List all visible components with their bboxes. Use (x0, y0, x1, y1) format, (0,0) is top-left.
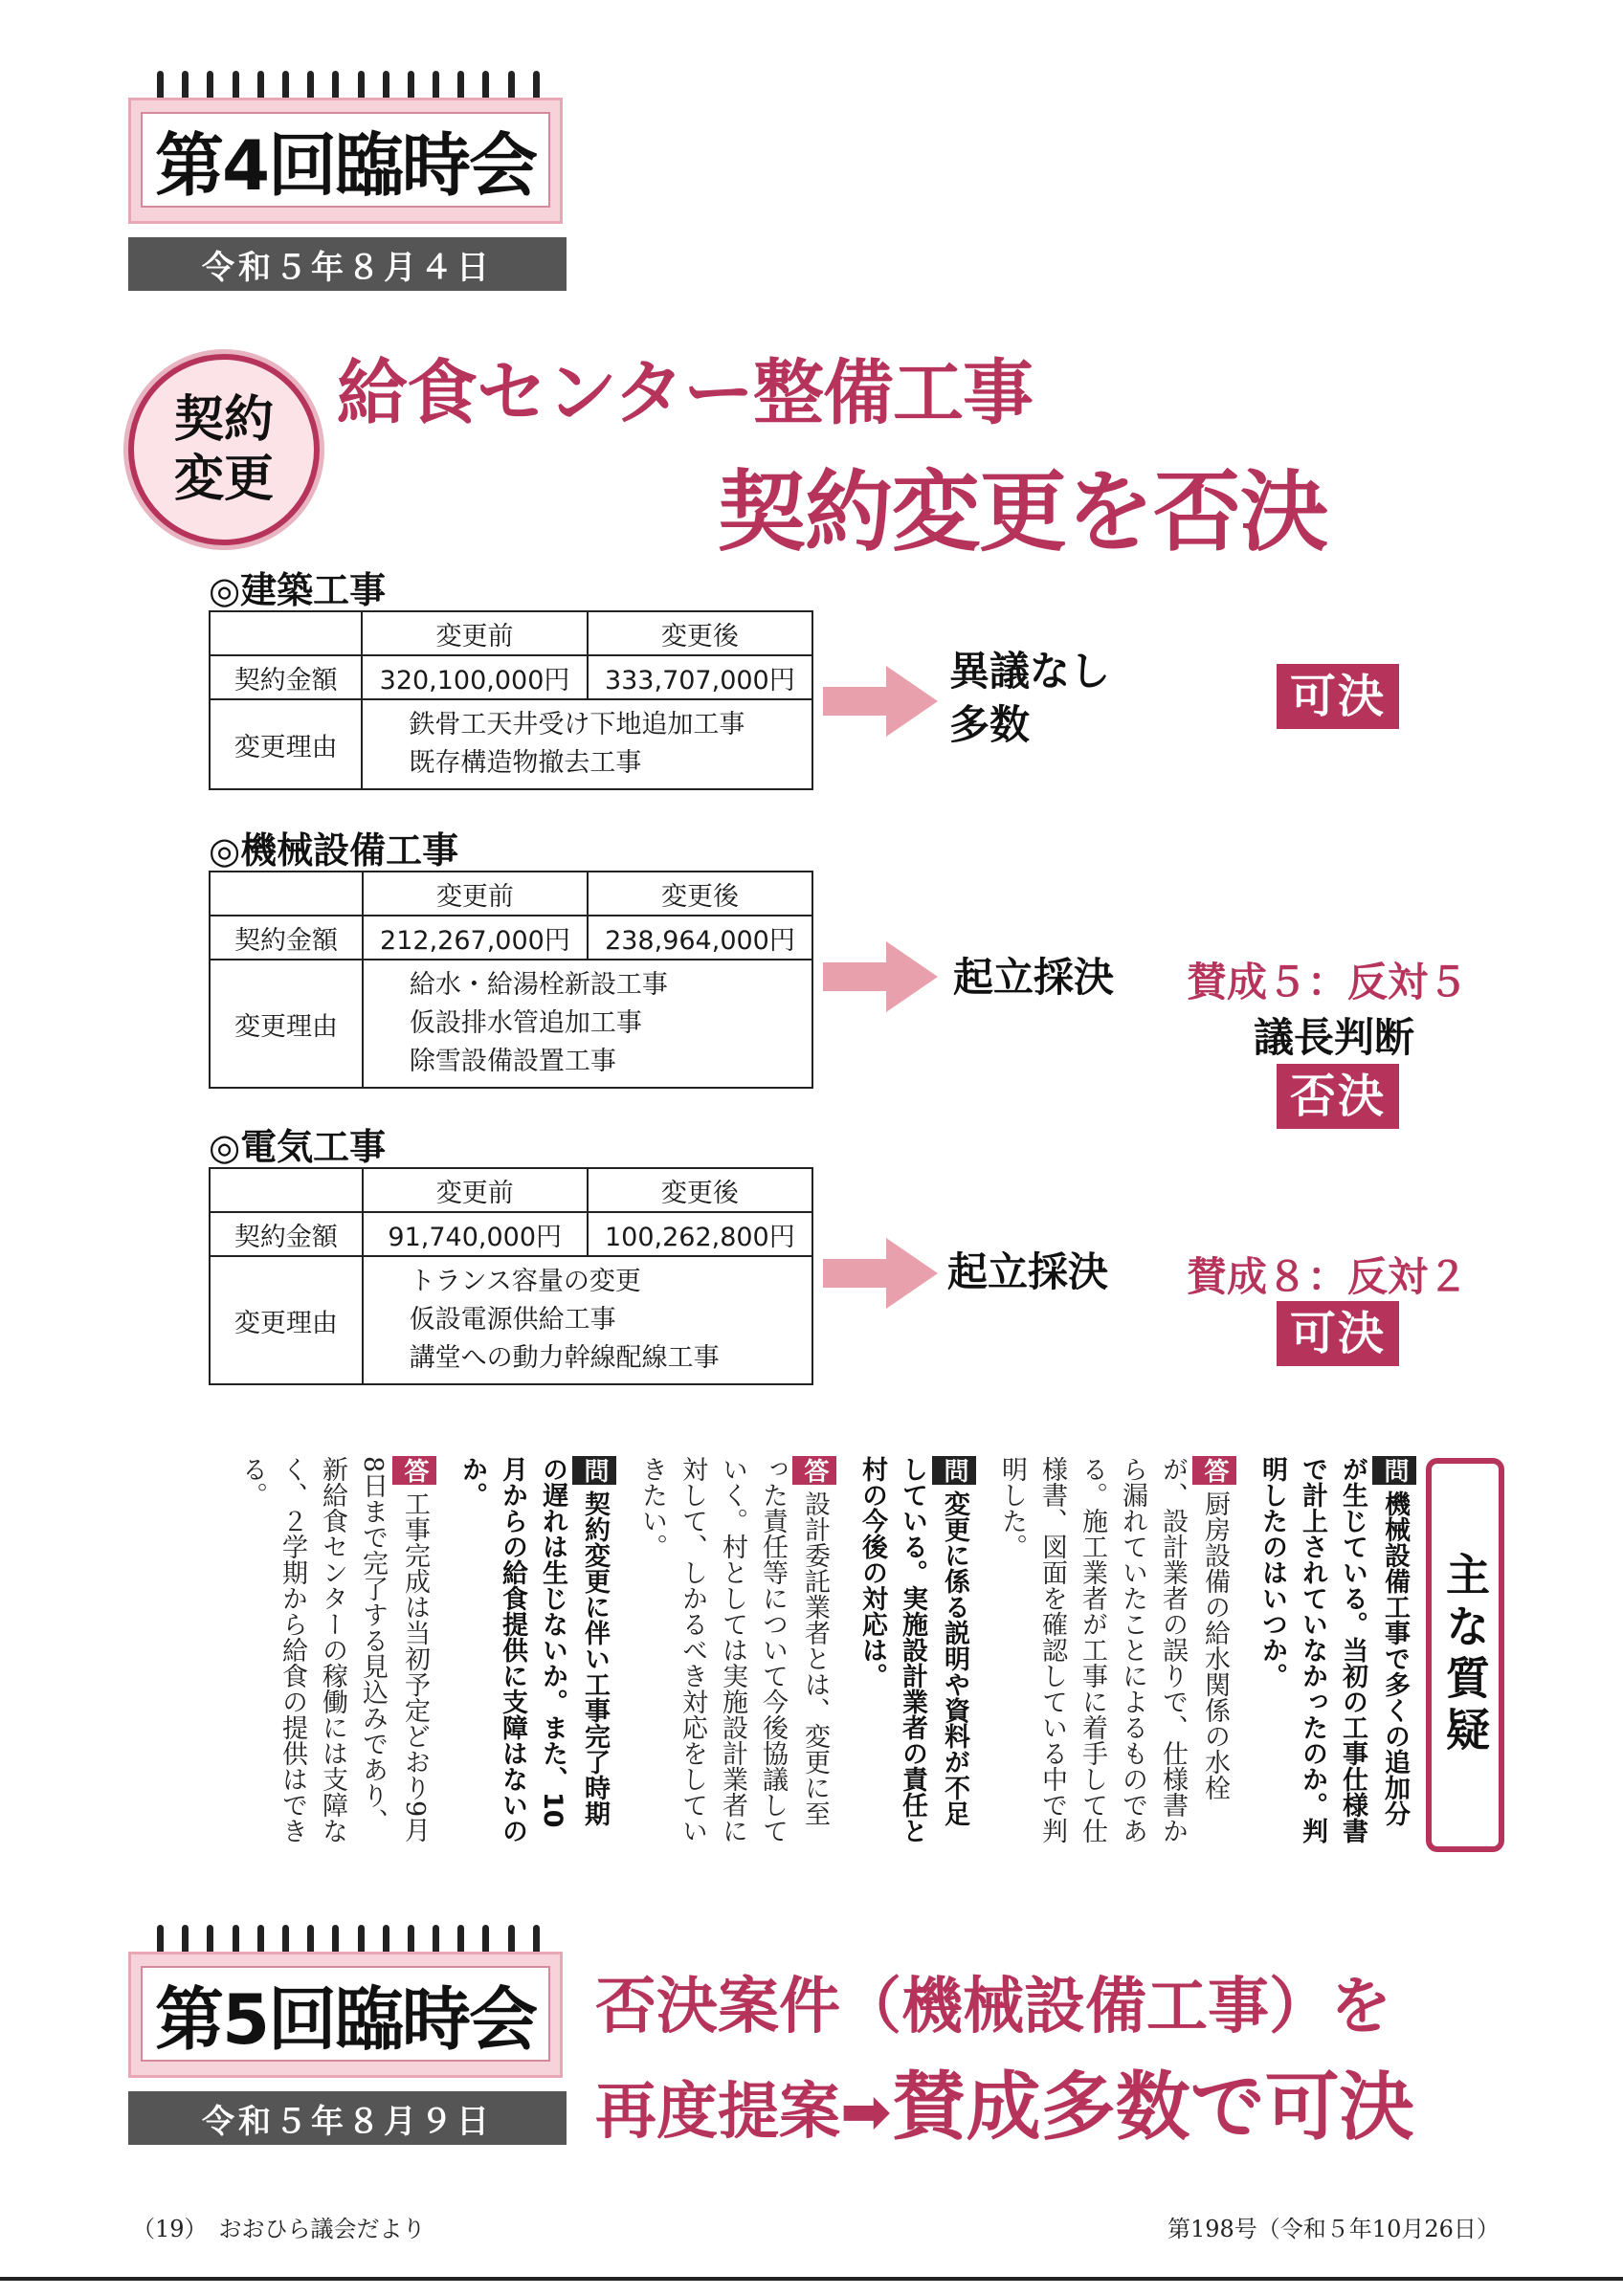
section-title-electrical: ◎電気工事 (209, 1126, 387, 1168)
amount-after: 333,707,000円 (588, 655, 812, 699)
col-before: 変更前 (362, 611, 587, 655)
row-amount-label: 契約金額 (210, 1212, 363, 1256)
vote-method-mechanical: 起立採決 (953, 954, 1115, 1001)
session5-title: 第5回臨時会 (154, 1979, 537, 2060)
answer-text: 厨房設備の給水関係の水栓が、設計業者の誤りで、仕様書から漏れていたことによるものである。施工業者が工事に着手して仕様書、図面を確認している中で判明した。 (997, 1456, 1230, 1843)
contract-table-mechanical (209, 871, 813, 1089)
arrow-right-icon (823, 941, 938, 1012)
reason-item: 仮設電源供給工事 (409, 1305, 616, 1335)
method-line1: 異議なし (949, 648, 1111, 695)
question-tag: 問 (1372, 1456, 1416, 1485)
reason-item: 除雪設備設置工事 (409, 1047, 616, 1076)
vote-count-electrical: 賛成８：反対２ (1187, 1253, 1469, 1300)
answer-tag: 答 (1192, 1456, 1236, 1485)
reason-item: 講堂への動力幹線配線工事 (409, 1343, 720, 1373)
contract-change-badge (128, 354, 320, 545)
contract-table-electrical (209, 1167, 813, 1385)
session4-date: 令和５年８月４日 (128, 237, 567, 291)
session5-date: 令和５年８月９日 (128, 2091, 567, 2145)
reason-item: 鉄骨工天井受け下地追加工事 (409, 710, 745, 740)
row-amount-label: 契約金額 (210, 916, 363, 960)
arrow-right-icon (823, 1238, 938, 1309)
reason-cell (363, 960, 812, 1088)
footer-left: （19） おおひら議会だより (132, 2216, 426, 2242)
reason-cell (362, 699, 812, 789)
question-tag: 問 (932, 1456, 976, 1485)
question-text: 変更に係る説明や資料が不足している。実施設計業者の責任と村の今後の対応は。 (857, 1456, 969, 1843)
question-text: 機械設備工事で多くの追加分が生じている。当初の工事仕様書で計上されていなかったのか。判明したのはいつか。 (1257, 1456, 1410, 1843)
headline5-line1: 否決案件（機械設備工事）を (595, 1972, 1391, 2042)
reason-item: 既存構造物撤去工事 (409, 748, 642, 778)
row-reason-label: 変更理由 (210, 699, 362, 789)
answer-1 (991, 1456, 1236, 1848)
col-after: 変更後 (588, 1168, 812, 1212)
headline-line2: 契約変更を否決 (718, 461, 1328, 563)
session4-title: 第4回臨時会 (154, 125, 537, 206)
bottom-rule (0, 2277, 1623, 2281)
vote-count-mechanical: 賛成５：反対５ (1187, 959, 1469, 1005)
headline5-line2a: 再度提案➡ (595, 2077, 892, 2148)
contract-table-building (209, 610, 813, 790)
amount-before: 212,267,000円 (363, 916, 588, 960)
question-2 (852, 1456, 976, 1848)
amount-after: 100,262,800円 (588, 1212, 812, 1256)
question-text: 契約変更に伴い工事完了時期の遅れは生じないか。また、10月からの給食提供に支障はないのか。 (457, 1456, 610, 1843)
question-1 (1252, 1456, 1416, 1848)
arrow-right-icon (823, 666, 938, 737)
reason-cell (363, 1256, 812, 1384)
method-line2: 多数 (949, 701, 1031, 748)
result-badge-building: 可決 (1277, 664, 1399, 729)
badge-line2: 変更 (173, 451, 274, 508)
row-reason-label: 変更理由 (210, 960, 363, 1088)
headline5-line2b: 賛成多数で可決 (891, 2064, 1414, 2151)
amount-before: 91,740,000円 (363, 1212, 588, 1256)
row-reason-label: 変更理由 (210, 1256, 363, 1384)
badge-line1: 契約 (173, 391, 274, 449)
question-3 (452, 1456, 616, 1848)
speaker-decision: 議長判断 (1254, 1014, 1415, 1061)
result-badge-electrical: 可決 (1277, 1301, 1399, 1366)
headline5-line2 (595, 2047, 1414, 2154)
answer-tag: 答 (792, 1456, 836, 1485)
result-badge-mechanical: 否決 (1277, 1064, 1399, 1129)
vote-method-building (949, 645, 1110, 752)
answer-2 (632, 1456, 836, 1848)
answer-text: 工事完成は当初予定どおり9月8日まで完了する見込みであり、新給食センターの稼働には支障なく、２学期から給食の提供はできる。 (237, 1456, 430, 1843)
section-title-mechanical: ◎機械設備工事 (209, 829, 459, 872)
qa-vertical-text (124, 1456, 1416, 1848)
answer-tag: 答 (392, 1456, 436, 1485)
amount-after: 238,964,000円 (588, 916, 812, 960)
qa-heading: 主な質疑 (1426, 1458, 1504, 1852)
answer-3 (232, 1456, 436, 1848)
section-title-building: ◎建築工事 (209, 569, 387, 611)
footer-right: 第198号（令和５年10月26日） (1167, 2216, 1500, 2242)
col-before: 変更前 (363, 872, 588, 916)
col-before: 変更前 (363, 1168, 588, 1212)
reason-item: 仮設排水管追加工事 (409, 1008, 642, 1038)
answer-text: 設計委託業者とは、変更に至った責任等について今後協議していく。村としては実施設計業者に対して、しかるべき対応をしていきたい。 (637, 1456, 830, 1843)
vote-method-electrical: 起立採決 (947, 1248, 1109, 1295)
reason-item: トランス容量の変更 (409, 1267, 641, 1296)
col-after: 変更後 (588, 872, 812, 916)
col-after: 変更後 (588, 611, 812, 655)
headline-line1: 給食センター整備工事 (337, 352, 1034, 434)
reason-item: 給水・給湯栓新設工事 (409, 970, 668, 1000)
amount-before: 320,100,000円 (362, 655, 587, 699)
question-tag: 問 (572, 1456, 616, 1485)
row-amount-label: 契約金額 (210, 655, 362, 699)
